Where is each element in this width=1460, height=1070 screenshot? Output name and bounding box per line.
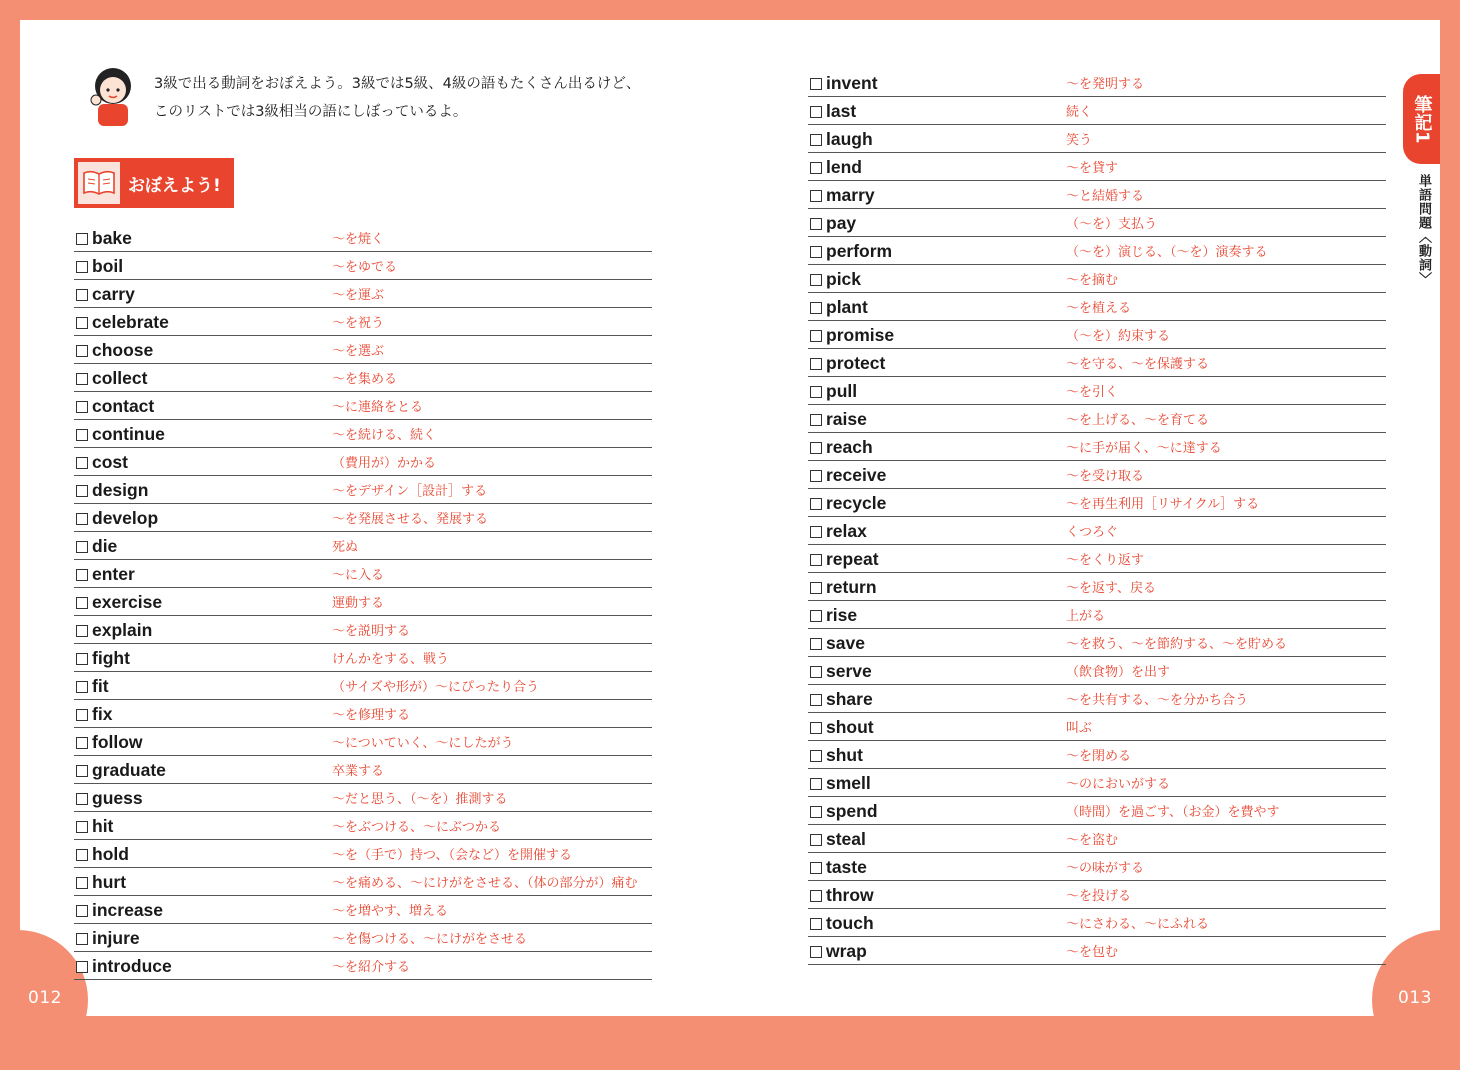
vocab-word: die [92, 536, 118, 556]
vocab-word: introduce [92, 956, 172, 976]
checkbox[interactable] [810, 834, 822, 846]
vocab-row [74, 672, 652, 700]
vocab-meaning: ～を傷つける、～にけがをさせる [332, 932, 528, 947]
checkbox[interactable] [810, 190, 822, 202]
book-icon-box [78, 162, 120, 204]
checkbox[interactable] [810, 106, 822, 118]
checkbox[interactable] [76, 261, 88, 273]
checkbox[interactable] [810, 330, 822, 342]
vocab-row [74, 896, 652, 924]
checkbox[interactable] [76, 765, 88, 777]
checkbox[interactable] [810, 470, 822, 482]
vocab-word: plant [826, 297, 868, 317]
vocab-word: shout [826, 717, 874, 737]
vocab-meaning: ～を説明する [332, 624, 411, 639]
vocab-meaning: ～を返す、戻る [1066, 581, 1156, 596]
vocab-meaning: （～を）支払う [1066, 217, 1158, 232]
vocab-meaning: ～を運ぶ [332, 288, 385, 303]
vocab-meaning: ～を貸す [1066, 161, 1119, 176]
checkbox[interactable] [76, 485, 88, 497]
checkbox[interactable] [810, 442, 822, 454]
vocab-word: rise [826, 605, 858, 625]
vocab-word: raise [826, 409, 867, 429]
checkbox[interactable] [76, 597, 88, 609]
vocab-meaning: ～をくり返す [1066, 553, 1145, 568]
vocab-word: fight [92, 648, 130, 668]
vocab-word: shut [826, 745, 863, 765]
vocab-row [808, 797, 1386, 825]
intro-line-1: 3級で出る動詞をおぼえよう。3級では5級、4級の語もたくさん出るけど、 [154, 76, 641, 92]
vocab-row [808, 657, 1386, 685]
vocab-row [74, 812, 652, 840]
vocab-meaning: ～の味がする [1066, 861, 1145, 876]
vocab-row [808, 405, 1386, 433]
vocab-row [74, 420, 652, 448]
vocab-word: design [92, 480, 149, 500]
vocab-row [808, 629, 1386, 657]
checkbox[interactable] [810, 694, 822, 706]
vocab-word: smell [826, 773, 871, 793]
vocab-word: spend [826, 801, 878, 821]
vocab-meaning: ～に連絡をとる [332, 400, 424, 415]
vocab-meaning: ～を包む [1066, 945, 1119, 960]
intro-text [154, 70, 640, 126]
vocab-row [808, 153, 1386, 181]
checkbox[interactable] [76, 849, 88, 861]
vocab-word: continue [92, 424, 165, 444]
vocab-meaning: （～を）約束する [1066, 329, 1171, 344]
vocab-row [808, 265, 1386, 293]
vocab-meaning: 卒業する [332, 764, 385, 779]
vocab-meaning: （～を）演じる、（～を）演奏する [1066, 245, 1268, 260]
vocab-word: increase [92, 900, 164, 920]
page-number-right: 013 [1398, 988, 1432, 1008]
vocab-word: wrap [826, 941, 867, 961]
vocab-word: carry [92, 284, 135, 304]
vocab-row [74, 868, 652, 896]
vocab-word: collect [92, 368, 148, 388]
vocab-row [808, 685, 1386, 713]
vocab-list-left [74, 224, 652, 980]
checkbox[interactable] [810, 218, 822, 230]
vocab-word: promise [826, 325, 895, 345]
vocab-row [808, 909, 1386, 937]
mascot-girl-icon [88, 64, 138, 126]
vocab-row [74, 252, 652, 280]
vocab-row [74, 532, 652, 560]
vocab-meaning: （費用が）かかる [332, 456, 437, 471]
vocab-meaning: けんかをする、戦う [332, 652, 450, 667]
vocab-meaning: ～を上げる、～を育てる [1066, 413, 1210, 428]
checkbox[interactable] [76, 317, 88, 329]
vocab-row [808, 433, 1386, 461]
vocab-word: lend [826, 157, 862, 177]
vocab-row [808, 937, 1386, 965]
vocab-row [74, 308, 652, 336]
checkbox[interactable] [76, 289, 88, 301]
vocab-meaning: ～を痛める、～にけがをさせる、（体の部分が）痛む [332, 876, 638, 891]
vocab-meaning: ～を集める [332, 372, 398, 387]
vocab-meaning: ～と結婚する [1066, 189, 1145, 204]
vocab-row [74, 728, 652, 756]
checkbox[interactable] [76, 961, 88, 973]
vocab-meaning: ～を守る、～を保護する [1066, 357, 1210, 372]
checkbox[interactable] [76, 569, 88, 581]
vocab-meaning: ～を祝う [332, 316, 385, 331]
vocab-row [74, 616, 652, 644]
vocab-row [808, 125, 1386, 153]
intro-line-2: このリストでは3級相当の語にしぼっているよ。 [154, 104, 468, 120]
vocab-word: exercise [92, 592, 163, 612]
vocab-meaning: ～を救う、～を節約する、～を貯める [1066, 637, 1288, 652]
vocab-word: marry [826, 185, 875, 205]
checkbox[interactable] [810, 526, 822, 538]
checkbox[interactable] [810, 722, 822, 734]
checkbox[interactable] [810, 246, 822, 258]
vocab-word: laugh [826, 129, 873, 149]
vocab-word: cost [92, 452, 128, 472]
vocab-row [808, 853, 1386, 881]
vocab-row [808, 601, 1386, 629]
vocab-row [808, 769, 1386, 797]
vocab-row [808, 349, 1386, 377]
checkbox[interactable] [810, 806, 822, 818]
vocab-meaning: （サイズや形が）～にぴったり合う [332, 680, 539, 695]
checkbox[interactable] [76, 709, 88, 721]
vocab-meaning: ～を投げる [1066, 889, 1132, 904]
vocab-word: celebrate [92, 312, 169, 332]
vocab-row [74, 784, 652, 812]
vocab-word: reach [826, 437, 873, 457]
vocab-word: fit [92, 676, 109, 696]
vocab-row [808, 517, 1386, 545]
vocab-meaning: ～だと思う、（～を）推測する [332, 792, 508, 807]
vocab-row [808, 573, 1386, 601]
vocab-row [74, 224, 652, 252]
checkbox[interactable] [810, 666, 822, 678]
vocab-row [74, 280, 652, 308]
vocab-row [808, 713, 1386, 741]
vocab-meaning: ～に手が届く、～に達する [1066, 441, 1222, 456]
vocab-meaning: くつろぐ [1066, 525, 1119, 540]
checkbox[interactable] [76, 513, 88, 525]
checkbox[interactable] [76, 233, 88, 245]
vocab-word: bake [92, 228, 132, 248]
checkbox[interactable] [810, 134, 822, 146]
checkbox[interactable] [810, 750, 822, 762]
checkbox[interactable] [810, 162, 822, 174]
vocab-meaning: ～を増やす、増える [332, 904, 448, 919]
vocab-meaning: ～を受け取る [1066, 469, 1145, 484]
checkbox[interactable] [76, 345, 88, 357]
vocab-meaning: 笑う [1066, 133, 1093, 148]
checkbox[interactable] [76, 457, 88, 469]
vocab-row [808, 209, 1386, 237]
vocab-word: protect [826, 353, 886, 373]
section-subtitle: 単語問題〈動詞〉 [1416, 174, 1431, 286]
vocab-meaning: ～を閉める [1066, 749, 1132, 764]
checkbox[interactable] [810, 302, 822, 314]
vocab-row [808, 461, 1386, 489]
vocab-row [74, 756, 652, 784]
vocab-row [808, 69, 1386, 97]
vocab-word: hit [92, 816, 114, 836]
checkbox[interactable] [810, 610, 822, 622]
vocab-row [808, 545, 1386, 573]
vocab-meaning: ～を摘む [1066, 273, 1119, 288]
vocab-meaning: ～を選ぶ [332, 344, 385, 359]
vocab-word: hold [92, 844, 129, 864]
vocab-meaning: ～を引く [1066, 385, 1119, 400]
checkbox[interactable] [76, 541, 88, 553]
vocab-row [74, 364, 652, 392]
checkbox[interactable] [810, 638, 822, 650]
checkbox[interactable] [810, 358, 822, 370]
vocab-word: invent [826, 73, 878, 93]
vocab-row [74, 476, 652, 504]
vocab-row [808, 181, 1386, 209]
vocab-row [74, 392, 652, 420]
vocab-meaning: （時間）を過ごす、（お金）を費やす [1066, 805, 1280, 820]
vocab-meaning: ～に入る [332, 568, 385, 583]
vocab-meaning: 上がる [1066, 609, 1106, 624]
vocab-word: boil [92, 256, 124, 276]
vocab-word: contact [92, 396, 155, 416]
checkbox[interactable] [76, 653, 88, 665]
vocab-word: save [826, 633, 865, 653]
checkbox[interactable] [810, 946, 822, 958]
vocab-meaning: ～を（手で）持つ、（会など）を開催する [332, 848, 572, 863]
vocab-meaning: ～のにおいがする [1066, 777, 1171, 792]
vocab-word: pay [826, 213, 857, 233]
vocab-meaning: ～を盗む [1066, 833, 1119, 848]
vocab-row [808, 881, 1386, 909]
vocab-word: fix [92, 704, 113, 724]
checkbox[interactable] [810, 778, 822, 790]
checkbox[interactable] [810, 78, 822, 90]
checkbox[interactable] [76, 401, 88, 413]
vocab-row [808, 97, 1386, 125]
vocab-row [74, 448, 652, 476]
vocab-word: serve [826, 661, 872, 681]
vocab-row [74, 336, 652, 364]
vocab-word: repeat [826, 549, 879, 569]
vocab-word: recycle [826, 493, 887, 513]
checkbox[interactable] [76, 625, 88, 637]
checkbox[interactable] [76, 429, 88, 441]
vocab-meaning: 運動する [332, 596, 385, 611]
vocab-word: share [826, 689, 873, 709]
checkbox[interactable] [76, 737, 88, 749]
checkbox[interactable] [76, 821, 88, 833]
checkbox[interactable] [810, 582, 822, 594]
vocab-word: pull [826, 381, 858, 401]
checkbox[interactable] [76, 681, 88, 693]
vocab-word: relax [826, 521, 867, 541]
checkbox[interactable] [810, 386, 822, 398]
vocab-word: receive [826, 465, 887, 485]
vocab-row [808, 377, 1386, 405]
vocab-row [74, 700, 652, 728]
vocab-row [808, 293, 1386, 321]
vocab-word: enter [92, 564, 135, 584]
vocab-row [808, 825, 1386, 853]
vocab-word: last [826, 101, 857, 121]
checkbox[interactable] [76, 877, 88, 889]
vocab-word: touch [826, 913, 874, 933]
vocab-meaning: ～を共有する、～を分かち合う [1066, 693, 1249, 708]
vocab-word: injure [92, 928, 140, 948]
badge-label: おぼえよう! [128, 175, 221, 196]
checkbox[interactable] [810, 554, 822, 566]
open-book-icon [82, 169, 116, 197]
vocab-row [808, 741, 1386, 769]
checkbox[interactable] [76, 793, 88, 805]
vocab-word: pick [826, 269, 862, 289]
checkbox[interactable] [76, 933, 88, 945]
vocab-meaning: ～を修理する [332, 708, 411, 723]
vocab-meaning: 続く [1066, 105, 1093, 120]
vocab-list-right [808, 69, 1386, 965]
vocab-row [74, 644, 652, 672]
vocab-word: follow [92, 732, 143, 752]
vocab-word: hurt [92, 872, 127, 892]
vocab-row [74, 560, 652, 588]
vocab-meaning: ～をデザイン［設計］する [332, 484, 488, 499]
vocab-meaning: ～を再生利用［リサイクル］する [1066, 497, 1260, 512]
vocab-row [74, 588, 652, 616]
vocab-word: steal [826, 829, 866, 849]
vocab-word: taste [826, 857, 867, 877]
vocab-row [808, 237, 1386, 265]
checkbox[interactable] [810, 918, 822, 930]
vocab-word: develop [92, 508, 159, 528]
checkbox[interactable] [76, 373, 88, 385]
vocab-row [74, 840, 652, 868]
vocab-meaning: ～を焼く [332, 232, 385, 247]
checkbox[interactable] [810, 414, 822, 426]
vocab-meaning: ～をゆでる [332, 260, 398, 275]
vocab-row [808, 489, 1386, 517]
vocab-meaning: ～をぶつける、～にぶつかる [332, 820, 502, 835]
checkbox[interactable] [810, 498, 822, 510]
vocab-meaning: ～を発展させる、発展する [332, 512, 489, 527]
vocab-meaning: ～を植える [1066, 301, 1132, 316]
vocab-word: perform [826, 241, 893, 261]
vocab-meaning: ～にさわる、～にふれる [1066, 917, 1210, 932]
vocab-row [74, 504, 652, 532]
vocab-word: throw [826, 885, 874, 905]
memorize-badge [74, 158, 234, 208]
checkbox[interactable] [810, 274, 822, 286]
checkbox[interactable] [810, 862, 822, 874]
section-tab: 筆記1 [1403, 74, 1440, 164]
vocab-meaning: ～についていく、～にしたがう [332, 736, 514, 751]
vocab-word: graduate [92, 760, 166, 780]
vocab-meaning: ～を発明する [1066, 77, 1145, 92]
vocab-word: explain [92, 620, 153, 640]
vocab-row [74, 952, 652, 980]
page-number-left: 012 [28, 988, 62, 1008]
vocab-meaning: ～を続ける、続く [332, 428, 437, 443]
checkbox[interactable] [76, 905, 88, 917]
vocab-meaning: 叫ぶ [1066, 721, 1093, 736]
vocab-word: choose [92, 340, 154, 360]
vocab-row [74, 924, 652, 952]
vocab-meaning: ～を紹介する [332, 960, 411, 975]
checkbox[interactable] [810, 890, 822, 902]
vocab-meaning: （飲食物）を出す [1066, 665, 1171, 680]
vocab-word: return [826, 577, 877, 597]
vocab-word: guess [92, 788, 143, 808]
vocab-meaning: 死ぬ [332, 540, 359, 555]
vocab-row [808, 321, 1386, 349]
